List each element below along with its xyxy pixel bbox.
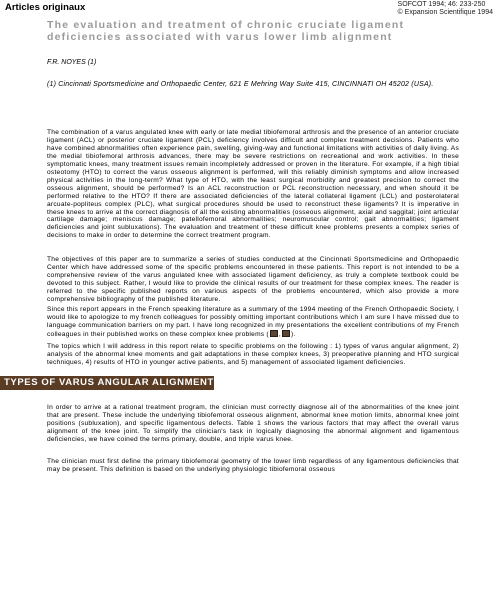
- journal-line: SOFCOT 1994; 46: 233-250: [397, 1, 486, 8]
- journal-citation: [398, 1, 493, 17]
- copyright-line: © Expansion Scientifique 1994: [397, 9, 493, 16]
- paragraph-apology: Since this report appears in the French speaking literature as a summary of the 1994 meeting of the French Orthopaedic Society, I would like to apologize to my french colleagues for possibly omitting important contributions which I am sure I have missed due to language communication barriers on my part. I have long recognized in my presentations the excellent contributions of my French colleagues in their published works on these complex knee problems ( , ).: [47, 306, 459, 338]
- reference-link-icon[interactable]: [282, 330, 290, 337]
- reference-link-icon[interactable]: [270, 330, 278, 337]
- paragraph-alignment-types: In order to arrive at a rational treatment program, the clinician must correctly diagnose all of the abnormalities of the knee joint that are present. These include the underlying tibiofemoral osseous alignment, abnormal knee motion limits, abnormal knee joint positions (subluxation), and specific ligamentous defects. Table 1 shows the various factors that may affect the overall varus alignment of the knee joint. To simplify the clinician's task in logically diagnosing the abnormal alignment and ligamentous deficiencies, we have coined the terms primary, double, and triple varus knee.: [47, 404, 459, 443]
- paragraph-objectives: The objectives of this paper are to summarize a series of studies conducted at the Cincinnati Sportsmedicine and Orthopaedic Center which have addressed some of the specific problems encountered in these patients. This report is not intended to be a comprehensive review of the varus angulated knee with associated ligament deficiency, as truly a complete textbook could be devoted to this subject. Rather, I would like to provide the clinical results of our treatment for these complex knees. The reader is referred to the specific published reports on various aspects of the problems encountered, which also provide a more comprehensive bibliography of the published literature.: [47, 256, 459, 303]
- section-heading-bar: [0, 376, 214, 390]
- section-heading: TYPES OF VARUS ANGULAR ALIGNMENT: [4, 377, 214, 388]
- paragraph-primary-geometry: The clinician must first define the primary tibiofemoral geometry of the lower limb regardless of any ligamentous deficiencies that may be present. This definition is based on the underlying physiologic tibiofemoral osseous: [47, 458, 459, 473]
- paragraph-topics: The topics which I will address in this report relate to specific problems on the following : 1) types of varus angular alignment, 2) analysis of the abnormal knee moments and gait adaptations in these complex knees, 3) preoperative planning and HTO surgical techniques, 4) results of HTO in younger active patients, and 5) management of associated ligament deficiencies.: [47, 343, 459, 366]
- article-title: The evaluation and treatment of chronic cruciate ligament deficiencies associated with varus lower limb alignment: [47, 19, 405, 43]
- section-label: Articles originaux: [5, 2, 86, 13]
- author-affiliation: (1) Cincinnati Sportsmedicine and Orthopaedic Center, 621 E Mehring Way Suite 415, CINCINNATI OH 45202 (USA).: [47, 81, 434, 88]
- paragraph-apology-text: Since this report appears in the French speaking literature as a summary of the 1994 meeting of the French Orthopaedic Society, I would like to apologize to my french colleagues for possibly omitting important contributions which I am sure I have missed due to language communication barriers on my part. I have long recognized in my presentations the excellent contributions of my French colleagues in their published works on these complex knee problems (: [47, 306, 459, 338]
- paragraph-intro: The combination of a varus angulated knee with early or late medial tibiofemoral arthrosis and the presence of an anterior cruciate ligament (ACL) or posterior cruciate ligament (PCL) deficiency involves difficult and complex treatment decisions. Patients who have combined abnormalities often experience pain, swelling, giving-way and functional limitations with activities of daily living. As the medial tibiofemoral arthrosis advances, there may be severe restrictions on recreational and work activities. In these symptomatic knees, many treatment issues remain incompletely addressed or proven in the literature. For example, if a high tibial osteotomy (HTO) to correct the varus osseous alignment is performed, will this reliably diminish symptoms and allow increased physical activities in the long-term? What type of HTO, with the least surgical morbidity and greatest precision to correct the osseous alignment, should be performed? Is an ACL reconstruction or PCL reconstruction necessary, and when should it be performed relative to the HTO? If there are associated deficiencies of the lateral collateral ligament (LCL) and posterolateral arcuate-popliteus complex (PLC), what surgical procedures should be used to reconstruct these ligaments? It is imperative in these knees to arrive at the correct diagnosis of all the existing abnormalities (osseous alignment, axial and saggital; joint articular cartilage damage; meniscus damage; patellofemoral abnormalities; neuromuscular control; gait abnormalities; ligament deficiencies and joint subluxations). The evaluation and treatment of these difficult knee problems presents a complex series of decisions to make in order to determine the correct treatment program.: [47, 129, 459, 240]
- article-author: F.R. NOYES (1): [47, 59, 97, 66]
